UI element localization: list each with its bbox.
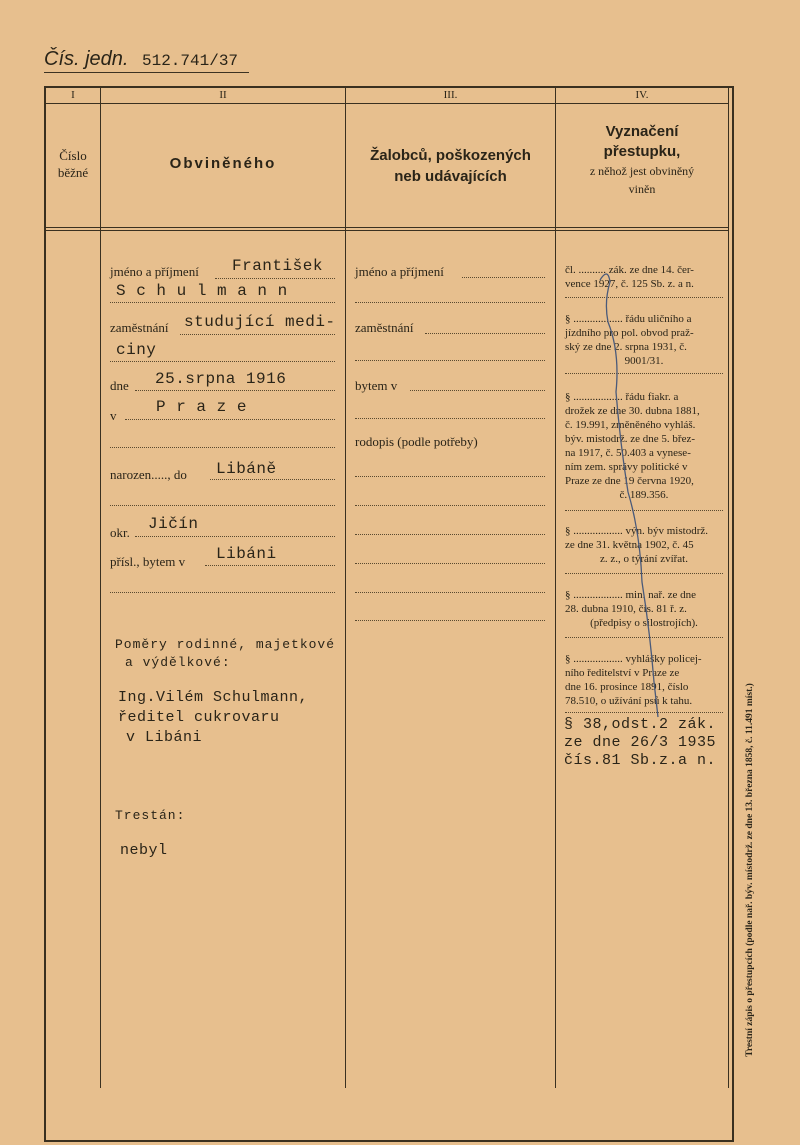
plaintiff-occupation-label: zaměstnání: [355, 320, 414, 335]
plaintiff-occupation-line: [425, 333, 545, 334]
column-number-3: III.: [443, 89, 458, 101]
accused-occupation: studující medi-: [184, 313, 336, 331]
accused-occupation-line-2: [110, 361, 335, 362]
offence-paragraph-4: § .................. výn. býv mistodrž. ze dne 31. května 1902, č. 45 z. z., o týrání zvířat.: [565, 525, 708, 565]
offence-paragraph-1: čl. .......... zák. ze dne 14. čer- vence 1927, č. 125 Sb. z. a n.: [565, 264, 694, 290]
accused-born-line: [210, 479, 335, 480]
accused-blank-line-2: [110, 505, 335, 506]
plaintiff-name-label: jméno a příjmení: [355, 264, 444, 279]
punished-value: nebyl: [120, 842, 168, 859]
accused-occupation-line: [180, 334, 335, 335]
column-number-4: IV.: [635, 89, 649, 101]
accused-district-label: okr.: [110, 525, 130, 540]
column-heading-number: Číslo běžné: [57, 148, 89, 180]
family-circumstances-label: Poměry rodinné, majetkové a výdělkové:: [115, 637, 336, 670]
accused-birth-date: 25.srpna 1916: [155, 370, 287, 388]
column-heading-offence: Vyznačení přestupku, z něhož jest obviněný viněn: [589, 123, 695, 196]
plaintiff-line-2: [355, 360, 545, 361]
punished-label: Trestán:: [115, 808, 186, 823]
family-circumstances: Ing.Vilém Schulmann, ředitel cukrovaru v Libáni: [118, 689, 309, 746]
header-row-divider: [46, 227, 728, 228]
column-number-1: I: [71, 89, 75, 101]
column-heading-accused: Obviněného: [169, 155, 277, 172]
accused-blank-line-3: [110, 592, 335, 593]
reference-number: 512.741/37: [142, 52, 239, 70]
plaintiff-line-4: [355, 476, 545, 477]
plaintiff-line-3: [355, 418, 545, 419]
accused-blank-line-1: [110, 447, 335, 448]
column-divider-1: [100, 88, 101, 1088]
plaintiff-residence-label: bytem v: [355, 378, 398, 393]
accused-occupation-label: zaměstnání: [110, 320, 169, 335]
accused-district-line: [135, 536, 335, 537]
accused-born-label: narozen....., do: [110, 467, 187, 482]
plaintiff-line-7: [355, 563, 545, 564]
accused-residence: Libáni: [216, 545, 277, 563]
reference-underline: [44, 72, 249, 73]
plaintiff-line-8: [355, 592, 545, 593]
accused-residence-line: [205, 565, 335, 566]
accused-date-label: dne: [110, 378, 129, 393]
column-divider-4: [728, 88, 729, 1088]
plaintiff-pedigree-label: rodopis (podle potřeby): [355, 434, 478, 449]
accused-surname-line: [110, 302, 335, 303]
accused-place-label: v: [110, 408, 117, 423]
roman-row-divider: [46, 103, 728, 104]
accused-born-in: Libáně: [216, 460, 277, 478]
accused-surname: S c h u l m a n n: [116, 282, 288, 300]
offence-paragraph-2: § .................. řádu uličního a jízdního pro pol. obvod praž- ský ze dne 2. srpna 1931, č. 9001/31.: [565, 313, 694, 367]
plaintiff-line-1: [355, 302, 545, 303]
accused-birth-place: P r a z e: [156, 398, 247, 416]
plaintiff-name-line: [462, 277, 545, 278]
accused-name-line: [215, 278, 335, 279]
column-divider-3: [555, 88, 556, 1088]
plaintiff-line-9: [355, 620, 545, 621]
accused-occupation-cont: ciny: [116, 341, 157, 359]
offence-paragraph-5: § .................. min. nař. ze dne 28. dubna 1910, čís. 81 ř. z. (předpisy o silostrojích).: [565, 589, 698, 629]
accused-place-line: [125, 419, 335, 420]
accused-first-name: František: [232, 257, 323, 275]
column-heading-plaintiffs: Žalobců, poškozených neb udávajících: [370, 147, 531, 185]
side-note: Trestní zápis o přestupcích (podle nař. býv. místodrž. ze dne 13. března 1858, č. 11.491 míst.): [745, 683, 755, 1057]
accused-residence-label: přísl., bytem v: [110, 554, 186, 569]
plaintiff-residence-line: [410, 390, 545, 391]
pencil-strike-mark: [590, 262, 670, 722]
column-divider-2: [345, 88, 346, 1088]
accused-name-label: jméno a příjmení: [110, 264, 199, 279]
plaintiff-line-6: [355, 534, 545, 535]
plaintiff-line-5: [355, 505, 545, 506]
offence-paragraph-3: § .................. řádu fiakr. a drožek ze dne 30. dubna 1881, č. 19.991, změněného vyhláš. býv. mistodrž. ze dne 5. břez- na 1917, č. 50.403 a vynese- ním zem. správy politické v Praze ze dne 19 června 1920, č. 189.356.: [565, 391, 700, 501]
offence-typed-entry: § 38,odst.2 zák. ze dne 26/3 1935 čís.81 Sb.z.a n.: [564, 716, 717, 769]
column-number-2: II: [219, 89, 227, 101]
accused-district: Jičín: [148, 515, 199, 533]
reference-label: Čís. jedn.: [44, 48, 129, 70]
header-row-divider-2: [46, 230, 728, 231]
side-note-container: [740, 665, 762, 1085]
accused-date-line: [135, 390, 335, 391]
offence-paragraph-6: § .................. vyhlášky policej- ního ředitelství v Praze ze dne 16. prosince 1891, číslo 78.510, o užívání psů k tahu.: [565, 653, 702, 707]
